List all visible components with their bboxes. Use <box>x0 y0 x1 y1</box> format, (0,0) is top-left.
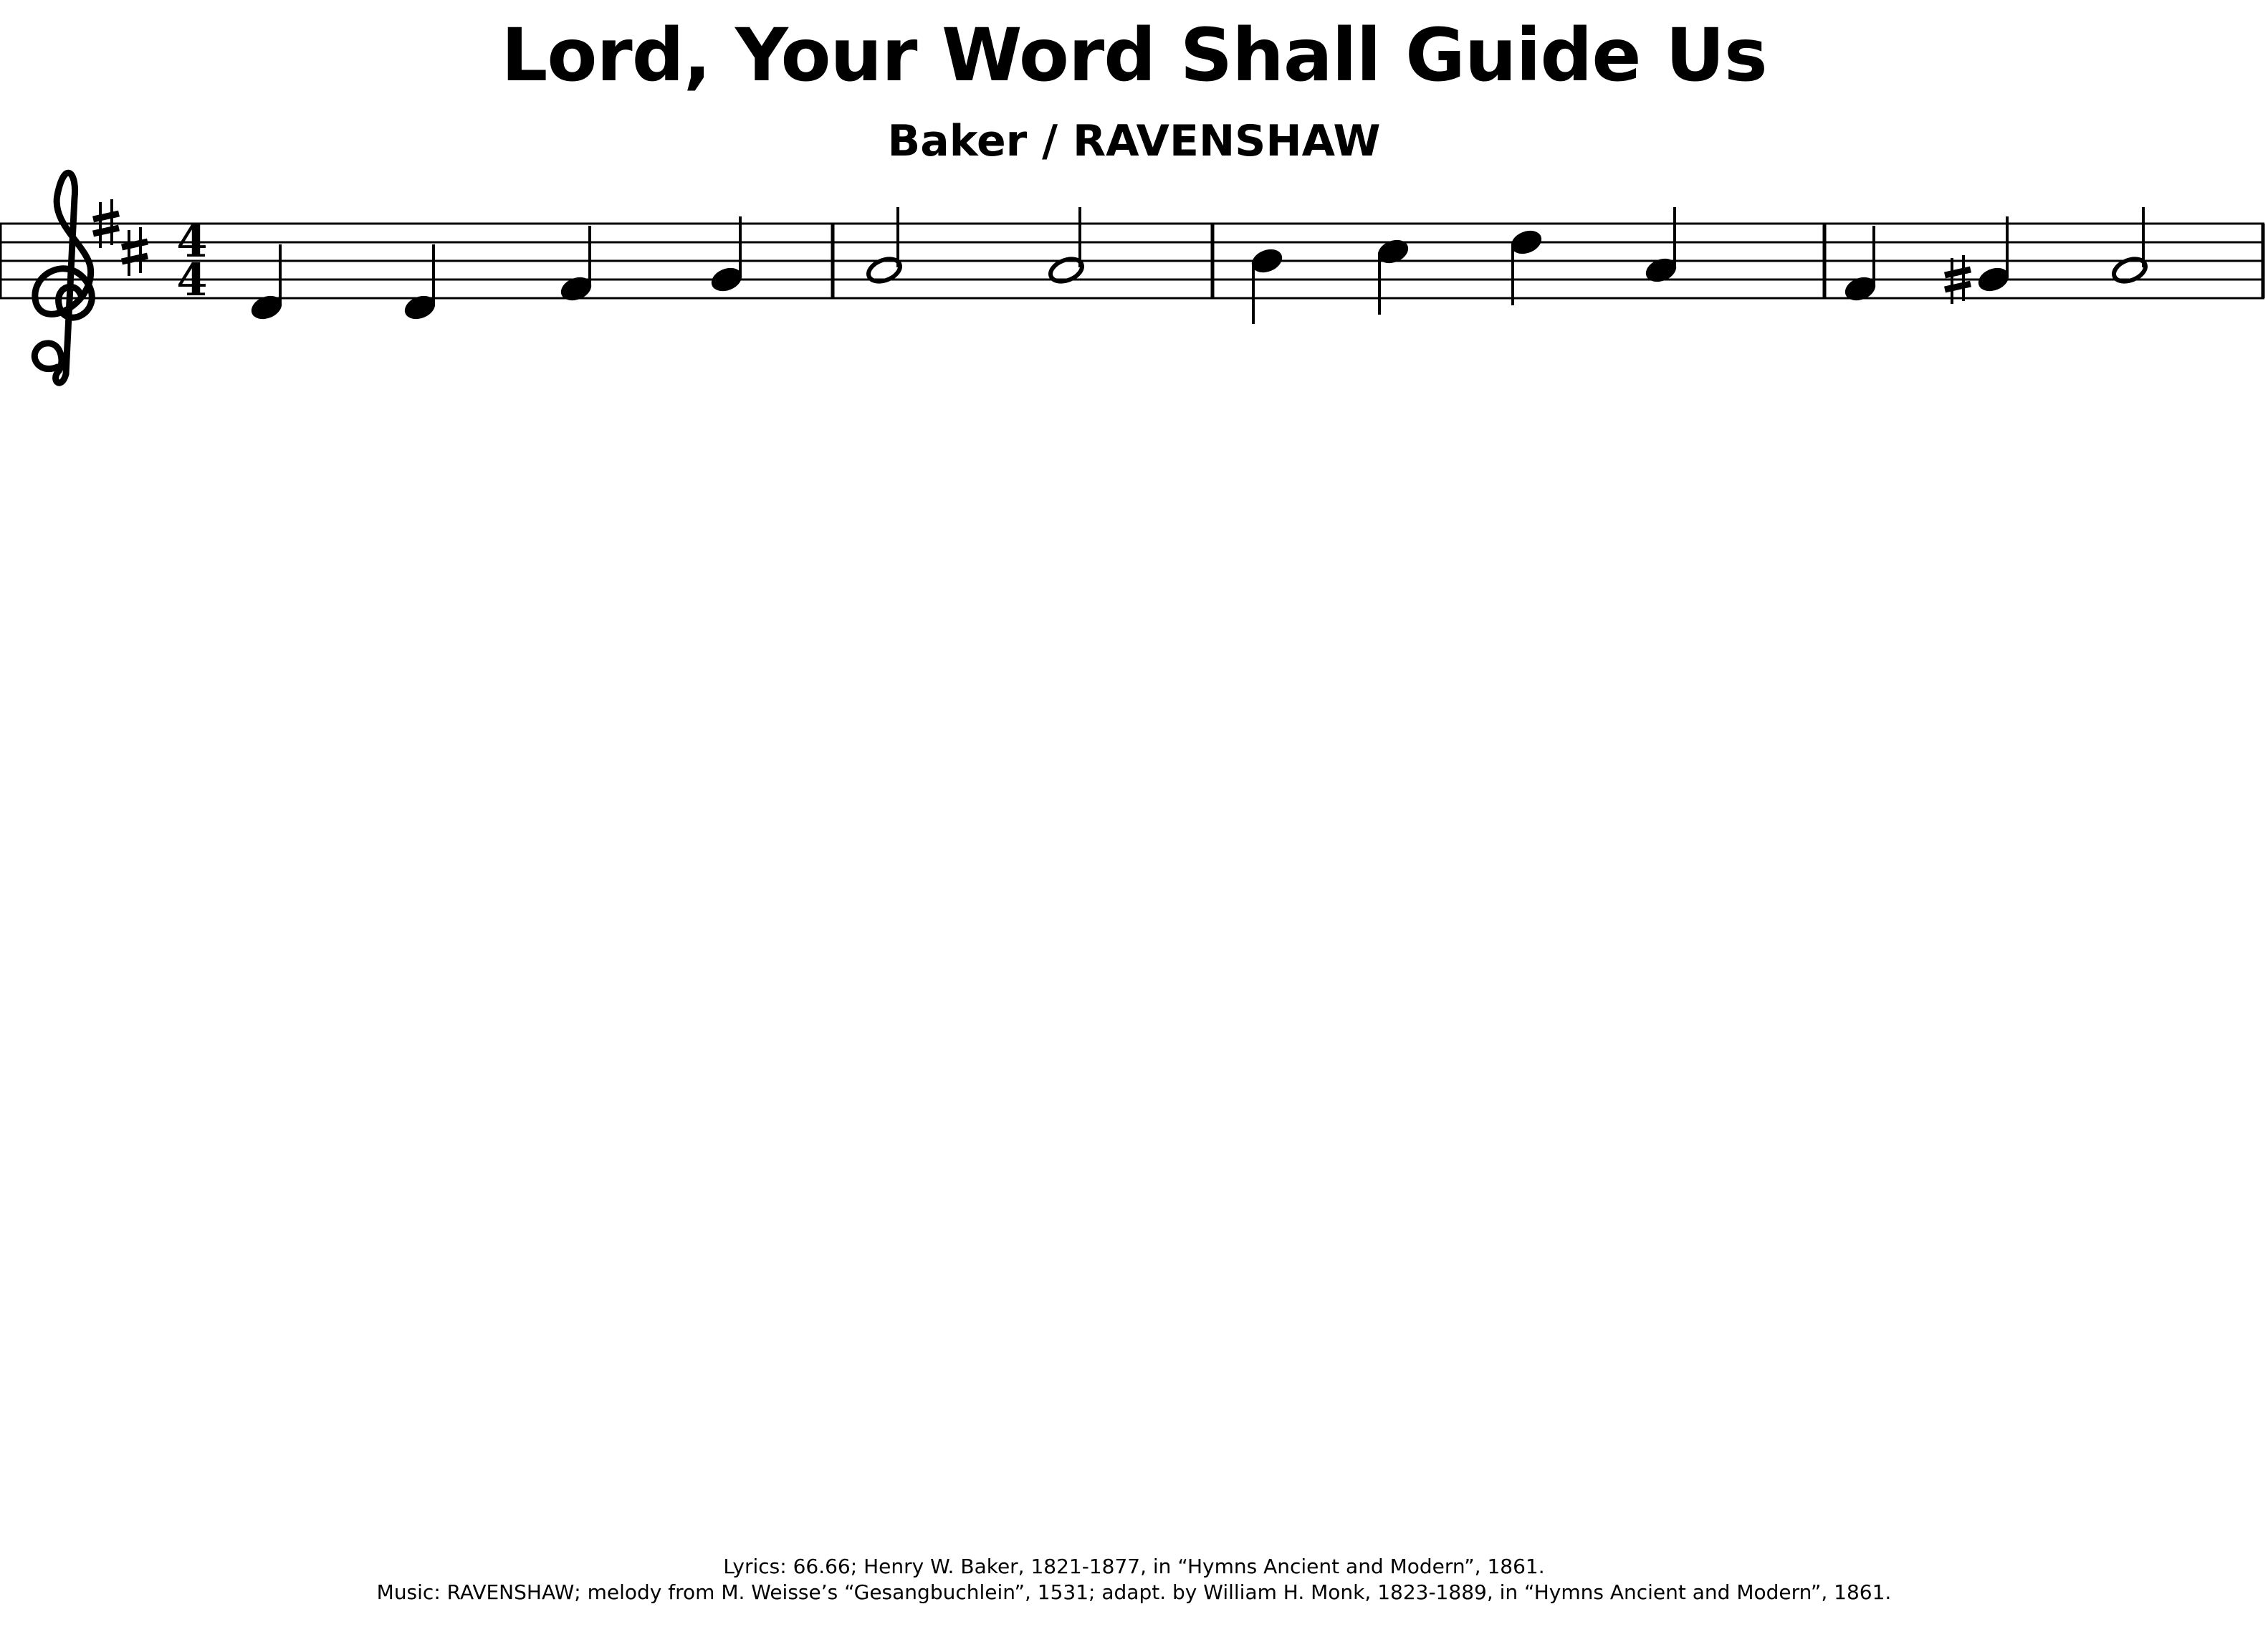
time-signature-top: 4 <box>176 215 208 267</box>
accidental-sharp-bar-top <box>1945 269 1971 275</box>
key-sharp-f-bar-top <box>93 214 119 219</box>
credits <box>0 1554 2268 1605</box>
hymn-title: Lord, Your Word Shall Guide Us <box>501 13 1767 98</box>
lyrics-credit: Lyrics: 66.66; Henry W. Baker, 1821-1877, in “Hymns Ancient and Modern”, 1861. <box>723 1555 1545 1578</box>
key-sharp-f-bar-bottom <box>93 228 119 234</box>
music-credit: Music: RAVENSHAW; melody from M. Weisse’s “Gesangbuchlein”, 1531; adapt. by William H. Monk, 1823-1889, in “Hymns Ancient and Modern”, 1861. <box>376 1580 1892 1604</box>
hymn-attribution: Baker / RAVENSHAW <box>887 116 1381 166</box>
treble-clef-icon <box>34 173 92 383</box>
accidental-sharp-bar-bottom <box>1945 284 1971 290</box>
time-signature-bottom: 4 <box>176 254 208 306</box>
music-staff-system-2 <box>0 860 2268 1046</box>
music-staff-system-1 <box>0 208 2268 394</box>
